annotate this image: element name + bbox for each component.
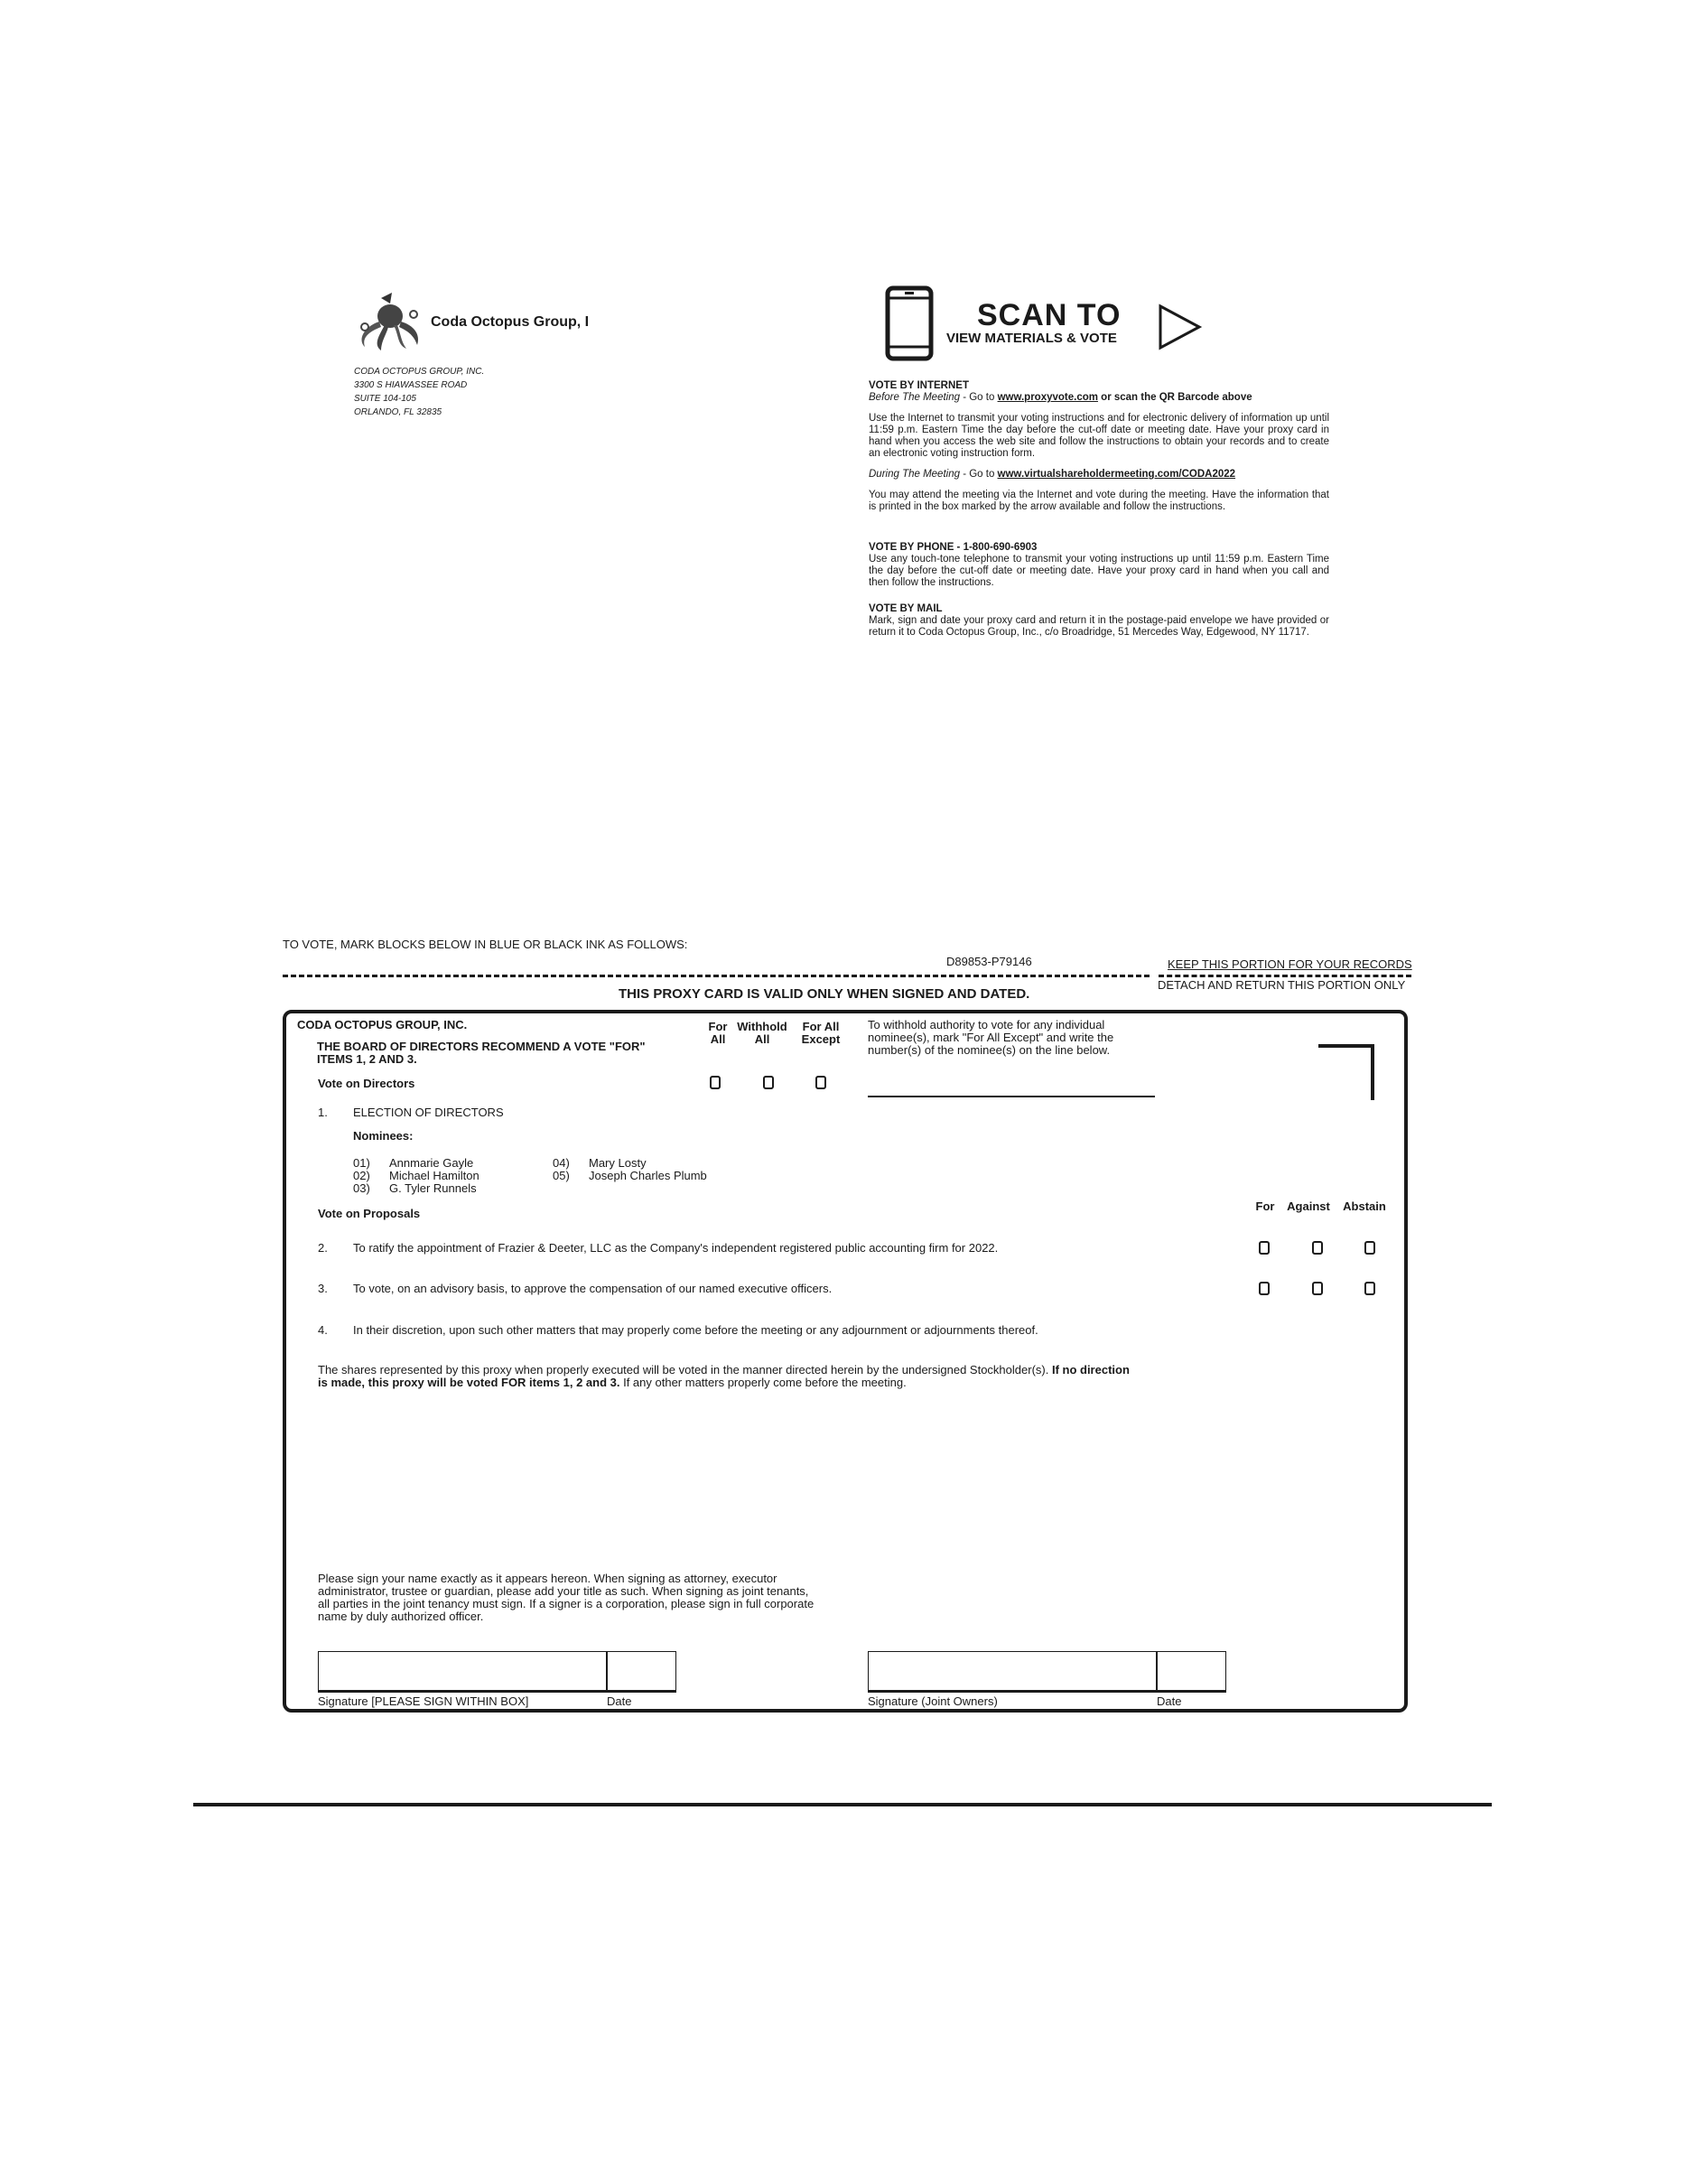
scan-subtitle: VIEW MATERIALS & VOTE bbox=[946, 331, 1117, 346]
shares-bold: If no direction bbox=[1051, 1363, 1130, 1377]
nominees-label: Nominees: bbox=[353, 1129, 414, 1143]
sign-note-line: Please sign your name exactly as it appears hereon. When signing as attorney, executor bbox=[318, 1572, 777, 1585]
item-2-against-checkbox[interactable] bbox=[1312, 1241, 1323, 1255]
play-arrow-icon bbox=[1158, 303, 1203, 350]
for-all-except-checkbox[interactable] bbox=[815, 1076, 826, 1089]
item-4-text: In their discretion, upon such other matters that may properly come before the meeting or any adjournment or adjournments thereof. bbox=[353, 1323, 1038, 1337]
joint-date-box[interactable] bbox=[1157, 1651, 1226, 1693]
item-2-number: 2. bbox=[318, 1241, 328, 1255]
vote-internet-heading: VOTE BY INTERNET bbox=[869, 380, 969, 391]
detach-portion-label: DETACH AND RETURN THIS PORTION ONLY bbox=[1158, 978, 1406, 992]
address-line: 3300 S HIAWASSEE ROAD bbox=[354, 380, 468, 390]
withhold-note-line: number(s) of the nominee(s) on the line below. bbox=[868, 1043, 1111, 1057]
nominee-number: 03) bbox=[353, 1181, 370, 1195]
card-company: CODA OCTOPUS GROUP, INC. bbox=[297, 1018, 468, 1031]
prop-col-abstain: Abstain bbox=[1343, 1199, 1386, 1213]
item-4-number: 4. bbox=[318, 1323, 328, 1337]
address-line: CODA OCTOPUS GROUP, INC. bbox=[354, 367, 485, 377]
nominee-row bbox=[553, 1157, 707, 1170]
during-meeting-label: During The Meeting bbox=[869, 469, 960, 480]
col-for-all bbox=[704, 1021, 731, 1046]
col-withhold-all bbox=[733, 1021, 791, 1046]
address-line: ORLANDO, FL 32835 bbox=[354, 407, 442, 417]
vote-on-proposals: Vote on Proposals bbox=[318, 1207, 421, 1220]
job-id: D89853-P79146 bbox=[946, 955, 1032, 968]
octopus-logo-icon bbox=[354, 291, 426, 354]
vote-mail-body: Mark, sign and date your proxy card and return it in the postage-paid envelope we have provided or return it to Coda Octopus Group, Inc., c/o Broadridge, 51 Mercedes Way, Edgewood, NY 11717. bbox=[869, 615, 1329, 638]
during-meeting-body: You may attend the meeting via the Internet and vote during the meeting. Have the information that is printed in the box marked by the arrow available and follow the instructions. bbox=[869, 490, 1329, 512]
col-except-line: For All bbox=[802, 1020, 840, 1033]
nominees-left bbox=[353, 1157, 479, 1195]
nominee-number: 05) bbox=[553, 1169, 570, 1182]
before-meeting-mid: - Go to bbox=[960, 392, 998, 403]
item-2-text: To ratify the appointment of Frazier & Deeter, LLC as the Company's independent registered public accounting firm for 2022. bbox=[353, 1241, 999, 1255]
vote-mail-section bbox=[869, 603, 1329, 639]
vote-internet-body: Use the Internet to transmit your voting instructions and for electronic delivery of information up until 11:59 p.m. Eastern Time the day before the cut-off date or meeting date. Have your proxy card in hand when you access the web site and follow the instructions to obtain your records and to create an electronic voting instruction form. bbox=[869, 413, 1329, 459]
item-3-abstain-checkbox[interactable] bbox=[1364, 1282, 1375, 1295]
for-all-checkbox[interactable] bbox=[710, 1076, 721, 1089]
virtual-meeting-link[interactable]: www.virtualshareholdermeeting.com/CODA2022 bbox=[997, 469, 1236, 480]
valid-notice: THIS PROXY CARD IS VALID ONLY WHEN SIGNED AND DATED. bbox=[619, 986, 1030, 1002]
ink-instruction: TO VOTE, MARK BLOCKS BELOW IN BLUE OR BLACK INK AS FOLLOWS: bbox=[283, 938, 688, 951]
vote-phone-section bbox=[869, 542, 1329, 589]
joint-date-label: Date bbox=[1157, 1694, 1182, 1708]
prop-col-against: Against bbox=[1287, 1199, 1330, 1213]
item-3-text: To vote, on an advisory basis, to approve the compensation of our named executive officers. bbox=[353, 1282, 833, 1295]
date-box[interactable] bbox=[607, 1651, 676, 1693]
shares-statement bbox=[318, 1364, 1230, 1389]
nominee-row bbox=[353, 1157, 479, 1170]
before-meeting-line bbox=[869, 392, 1329, 404]
item-3-number: 3. bbox=[318, 1282, 328, 1295]
nominee-row bbox=[553, 1170, 707, 1182]
sign-note-line: name by duly authorized officer. bbox=[318, 1610, 484, 1623]
crop-corner-mark bbox=[1318, 1044, 1374, 1100]
date-label: Date bbox=[607, 1694, 632, 1708]
withhold-note bbox=[868, 1019, 1113, 1057]
during-meeting-mid: - Go to bbox=[960, 469, 998, 480]
shares-bold: is made, this proxy will be voted FOR items 1, 2 and 3. bbox=[318, 1376, 620, 1389]
signature-label: Signature [PLEASE SIGN WITHIN BOX] bbox=[318, 1694, 529, 1708]
item-3-against-checkbox[interactable] bbox=[1312, 1282, 1323, 1295]
board-line-2: ITEMS 1, 2 AND 3. bbox=[317, 1052, 417, 1066]
except-write-in-line[interactable] bbox=[868, 1096, 1155, 1097]
sign-note-line: all parties in the joint tenancy must sign. If a signer is a corporation, please sign in full corporate bbox=[318, 1597, 815, 1610]
board-line-1: THE BOARD OF DIRECTORS RECOMMEND A VOTE "FOR" bbox=[317, 1040, 646, 1053]
nominee-name: G. Tyler Runnels bbox=[389, 1181, 477, 1195]
item-1-number: 1. bbox=[318, 1106, 328, 1119]
nominee-name: Annmarie Gayle bbox=[389, 1156, 474, 1170]
withhold-note-line: To withhold authority to vote for any individual bbox=[868, 1018, 1105, 1031]
nominee-number: 02) bbox=[353, 1169, 370, 1182]
item-1-text: ELECTION OF DIRECTORS bbox=[353, 1106, 504, 1119]
vote-on-directors: Vote on Directors bbox=[318, 1077, 415, 1090]
detach-dashed-line bbox=[283, 975, 1150, 977]
detach-dashed-line-right bbox=[1159, 975, 1411, 977]
nominee-name: Joseph Charles Plumb bbox=[589, 1169, 707, 1182]
vote-mail-heading: VOTE BY MAIL bbox=[869, 603, 943, 614]
col-for-all-line: For bbox=[708, 1020, 728, 1033]
shares-text: If any other matters properly come before the meeting. bbox=[619, 1376, 907, 1389]
item-2-abstain-checkbox[interactable] bbox=[1364, 1241, 1375, 1255]
nominee-number: 01) bbox=[353, 1156, 370, 1170]
nominee-name: Mary Losty bbox=[589, 1156, 647, 1170]
nominee-row bbox=[353, 1170, 479, 1182]
col-for-all-except bbox=[795, 1021, 847, 1046]
vote-phone-heading: VOTE BY PHONE - 1-800-690-6903 bbox=[869, 542, 1038, 553]
company-address bbox=[354, 365, 484, 419]
proxyvote-link[interactable]: www.proxyvote.com bbox=[997, 392, 1098, 403]
before-meeting-label: Before The Meeting bbox=[869, 392, 961, 403]
col-except-line: Except bbox=[801, 1032, 841, 1046]
board-recommendation bbox=[317, 1041, 646, 1066]
col-withhold-line: All bbox=[754, 1032, 770, 1046]
sign-note-line: administrator, trustee or guardian, please add your title as such. When signing as joint tenants, bbox=[318, 1584, 809, 1598]
nominee-row bbox=[353, 1182, 479, 1195]
withhold-all-checkbox[interactable] bbox=[763, 1076, 774, 1089]
before-meeting-tail: or scan the QR Barcode above bbox=[1097, 392, 1252, 403]
vote-internet-section bbox=[869, 380, 1329, 513]
nominee-name: Michael Hamilton bbox=[389, 1169, 479, 1182]
nominee-number: 04) bbox=[553, 1156, 570, 1170]
company-name: Coda Octopus Group, I bbox=[431, 314, 590, 330]
scan-title: SCAN TO bbox=[977, 298, 1122, 332]
joint-signature-box[interactable] bbox=[868, 1651, 1157, 1693]
col-withhold-line: Withhold bbox=[737, 1020, 787, 1033]
item-2-for-checkbox[interactable] bbox=[1259, 1241, 1270, 1255]
during-meeting-line bbox=[869, 469, 1329, 481]
mobile-phone-icon bbox=[885, 285, 934, 361]
withhold-note-line: nominee(s), mark "For All Except" and write the bbox=[868, 1031, 1114, 1044]
nominees-right bbox=[553, 1157, 707, 1182]
keep-portion-label: KEEP THIS PORTION FOR YOUR RECORDS bbox=[1168, 957, 1412, 971]
vote-phone-body: Use any touch-tone telephone to transmit your voting instructions up until 11:59 p.m. Eastern Time the day before the cut-off date or meeting date. Have your proxy card in hand when you call and then follow the instructions. bbox=[869, 554, 1329, 588]
col-for-all-line: All bbox=[710, 1032, 726, 1046]
joint-signature-label: Signature (Joint Owners) bbox=[868, 1694, 998, 1708]
prop-col-for: For bbox=[1255, 1199, 1275, 1213]
shares-text: The shares represented by this proxy when properly executed will be voted in the manner directed herein by the undersigned Stockholder(s). bbox=[318, 1363, 1052, 1377]
signature-box[interactable] bbox=[318, 1651, 607, 1693]
bottom-rule bbox=[193, 1803, 1492, 1806]
address-line: SUITE 104-105 bbox=[354, 394, 416, 404]
item-3-for-checkbox[interactable] bbox=[1259, 1282, 1270, 1295]
sign-instructions bbox=[318, 1573, 860, 1623]
